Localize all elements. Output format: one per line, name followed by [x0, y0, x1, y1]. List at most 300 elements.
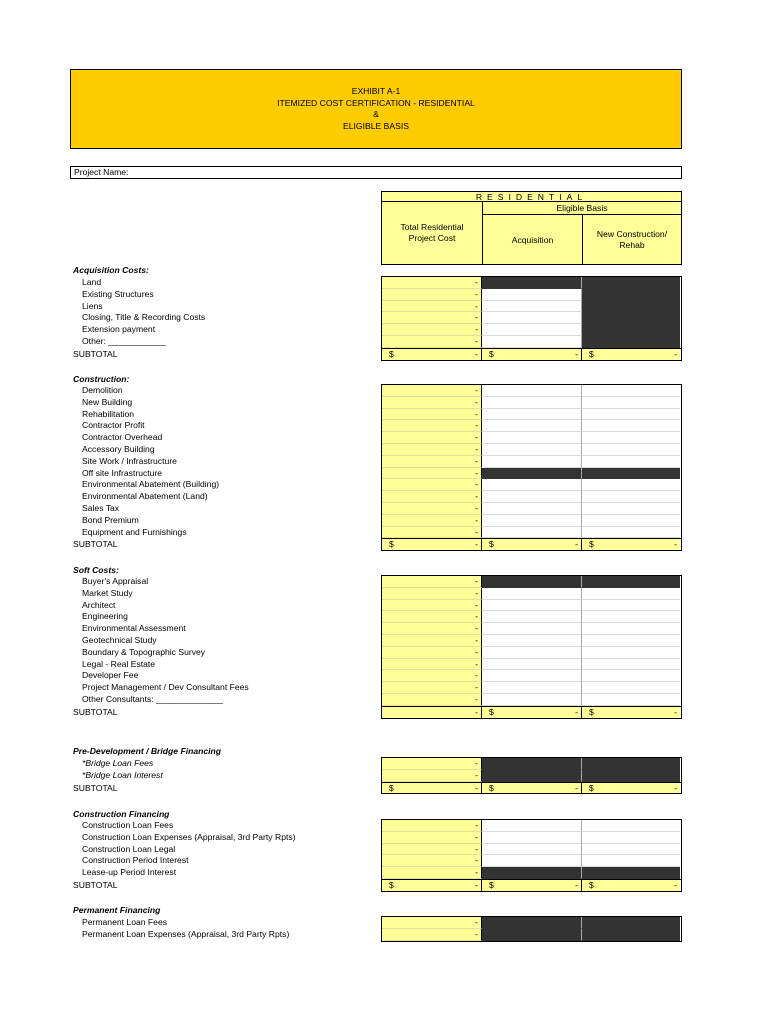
- value-dash: -: [475, 634, 478, 645]
- section-title: Permanent Financing: [73, 905, 161, 915]
- new-construction-cell[interactable]: [582, 456, 680, 468]
- acquisition-cell: [482, 758, 582, 770]
- new-construction-cell[interactable]: [582, 479, 680, 491]
- new-construction-cell[interactable]: [582, 694, 680, 706]
- table-row: [382, 647, 681, 659]
- table-row: [382, 770, 681, 782]
- section-title: Construction Financing: [73, 809, 170, 819]
- subtotal-row: [382, 348, 681, 360]
- subtotal-row: [382, 879, 681, 891]
- table-row: [382, 600, 681, 612]
- table-row: [382, 312, 681, 324]
- total-cost-cell[interactable]: [382, 770, 482, 782]
- total-cost-cell[interactable]: [382, 503, 482, 515]
- table-row: [382, 682, 681, 694]
- acquisition-cell: [482, 770, 582, 782]
- table-row: [382, 820, 681, 832]
- value-dash: -: [475, 769, 478, 780]
- new-construction-cell[interactable]: [582, 844, 680, 856]
- table-row: [382, 659, 681, 671]
- new-construction-cell[interactable]: [582, 855, 680, 867]
- acquisition-cell: [482, 468, 582, 480]
- value-dash: -: [674, 782, 677, 793]
- acquisition-cell[interactable]: [482, 432, 582, 444]
- row-label: Lease-up Period Interest: [82, 867, 177, 878]
- value-dash: -: [475, 408, 478, 419]
- total-cost-cell[interactable]: [382, 647, 482, 659]
- row-label: Environmental Abatement (Building): [82, 479, 220, 490]
- acquisition-cell[interactable]: [482, 456, 582, 468]
- row-label: Off site Infrastructure: [82, 467, 163, 478]
- row-label: Construction Loan Legal: [82, 843, 176, 854]
- total-cost-cell[interactable]: [382, 659, 482, 671]
- total-cost-cell[interactable]: [382, 623, 482, 635]
- total-cost-cell[interactable]: [382, 515, 482, 527]
- row-label: Construction Loan Fees: [82, 820, 174, 830]
- subtotal-label: SUBTOTAL: [73, 880, 118, 890]
- value-dash: -: [475, 526, 478, 537]
- acquisition-cell[interactable]: [482, 647, 582, 659]
- residential-title: RESIDENTIAL: [382, 192, 681, 202]
- new-construction-cell[interactable]: [582, 397, 680, 409]
- row-label: Contractor Profit: [82, 420, 145, 431]
- row-label: Project Management / Dev Consultant Fees: [82, 682, 249, 693]
- subtotal-cell: [482, 880, 582, 891]
- value-dash: -: [475, 502, 478, 513]
- new-construction-cell: [582, 312, 680, 324]
- value-dash: -: [475, 300, 478, 311]
- subtotal-cell: [582, 539, 680, 550]
- acquisition-cell[interactable]: [482, 491, 582, 503]
- value-dash: -: [575, 706, 578, 717]
- total-cost-cell[interactable]: [382, 456, 482, 468]
- new-construction-cell[interactable]: [582, 682, 680, 694]
- value-dash: -: [475, 587, 478, 598]
- new-construction-cell: [582, 336, 680, 348]
- acquisition-cell[interactable]: [482, 397, 582, 409]
- subtotal-cell: [382, 783, 482, 794]
- cost-grid: [381, 916, 682, 942]
- value-dash: -: [475, 455, 478, 466]
- dollar-sign: $: [489, 348, 494, 359]
- cost-grid: [381, 276, 682, 361]
- row-label: Liens: [82, 300, 103, 311]
- value-dash: -: [575, 879, 578, 890]
- new-construction-cell: [582, 468, 680, 480]
- value-dash: -: [575, 539, 578, 550]
- acquisition-cell[interactable]: [482, 479, 582, 491]
- acquisition-cell[interactable]: [482, 289, 582, 301]
- header-line-4: ELIGIBLE BASIS: [343, 120, 409, 131]
- row-label: Existing Structures: [82, 288, 154, 299]
- subtotal-cell: [382, 349, 482, 360]
- table-row: [382, 385, 681, 397]
- acquisition-cell[interactable]: [482, 635, 582, 647]
- acquisition-cell[interactable]: [482, 855, 582, 867]
- subtotal-label: SUBTOTAL: [73, 706, 118, 717]
- cost-grid: [381, 384, 682, 551]
- new-construction-cell[interactable]: [582, 611, 680, 623]
- row-label: Environmental Assessment: [82, 623, 186, 634]
- new-construction-cell[interactable]: [582, 670, 680, 682]
- acquisition-cell[interactable]: [482, 623, 582, 635]
- acquisition-cell: [482, 917, 582, 929]
- value-dash: -: [475, 385, 478, 395]
- row-label: Developer Fee: [82, 670, 139, 681]
- value-dash: -: [475, 820, 478, 830]
- row-label: Legal - Real Estate: [82, 658, 156, 669]
- subtotal-cell: [582, 707, 680, 718]
- table-row: [382, 832, 681, 844]
- header-line-1: EXHIBIT A-1: [351, 86, 401, 96]
- acquisition-cell[interactable]: [482, 820, 582, 832]
- row-label: Market Study: [82, 587, 133, 598]
- column-header: [381, 191, 682, 265]
- total-cost-cell[interactable]: [382, 468, 482, 480]
- value-dash: -: [475, 432, 478, 443]
- acquisition-cell[interactable]: [482, 600, 582, 612]
- new-construction-cell[interactable]: [582, 491, 680, 503]
- total-cost-cell[interactable]: [382, 289, 482, 301]
- cost-grid: [381, 819, 682, 892]
- value-dash: -: [475, 867, 478, 878]
- new-construction-cell: [582, 576, 680, 588]
- acquisition-cell[interactable]: [482, 503, 582, 515]
- value-dash: -: [674, 879, 677, 890]
- row-label: Contractor Overhead: [82, 432, 163, 443]
- total-cost-cell[interactable]: [382, 611, 482, 623]
- total-cost-cell[interactable]: [382, 758, 482, 770]
- acquisition-column-header: Acquisition: [482, 215, 582, 264]
- total-cost-cell[interactable]: [382, 635, 482, 647]
- total-cost-cell[interactable]: [382, 855, 482, 867]
- value-dash: -: [475, 348, 478, 359]
- header-line-2: ITEMIZED COST CERTIFICATION - RESIDENTIAL: [277, 97, 475, 108]
- value-dash: -: [475, 467, 478, 478]
- dollar-sign: $: [589, 879, 594, 890]
- row-label: Environmental Abatement (Land): [82, 491, 208, 502]
- acquisition-cell[interactable]: [482, 694, 582, 706]
- acquisition-cell[interactable]: [482, 588, 582, 600]
- new-construction-cell: [582, 770, 680, 782]
- value-dash: -: [674, 539, 677, 550]
- value-dash: -: [475, 706, 478, 717]
- new-construction-cell: [582, 301, 680, 313]
- row-label: Land: [82, 277, 102, 287]
- table-row: [382, 576, 681, 588]
- value-dash: -: [475, 623, 478, 634]
- total-cost-cell[interactable]: [382, 312, 482, 324]
- subtotal-label: SUBTOTAL: [73, 782, 118, 793]
- value-dash: -: [575, 782, 578, 793]
- row-label: Boundary & Topographic Survey: [82, 646, 206, 657]
- value-dash: -: [674, 706, 677, 717]
- total-cost-cell[interactable]: [382, 844, 482, 856]
- table-row: [382, 527, 681, 539]
- value-dash: -: [475, 879, 478, 890]
- table-row: [382, 694, 681, 706]
- acquisition-cell[interactable]: [482, 832, 582, 844]
- total-cost-cell[interactable]: [382, 336, 482, 348]
- new-construction-cell[interactable]: [582, 832, 680, 844]
- table-row: [382, 491, 681, 503]
- table-row: [382, 301, 681, 313]
- total-cost-cell[interactable]: [382, 420, 482, 432]
- dollar-sign: $: [589, 706, 594, 717]
- row-label: Rehabilitation: [82, 408, 135, 419]
- subtotal-cell: [382, 707, 482, 718]
- row-label: Demolition: [82, 385, 123, 395]
- subtotal-row: [382, 706, 681, 718]
- new-construction-cell[interactable]: [582, 503, 680, 515]
- header-line-3: &: [373, 109, 379, 119]
- new-construction-column-header: New Construction/ Rehab: [582, 215, 681, 264]
- total-cost-cell[interactable]: [382, 385, 482, 397]
- value-dash: -: [475, 514, 478, 525]
- dollar-sign: $: [489, 706, 494, 717]
- dollar-sign: $: [489, 782, 494, 793]
- dollar-sign: $: [589, 539, 594, 550]
- table-row: [382, 289, 681, 301]
- value-dash: -: [475, 855, 478, 866]
- new-construction-cell: [582, 289, 680, 301]
- value-dash: -: [475, 335, 478, 346]
- row-label: Extension payment: [82, 324, 156, 335]
- new-construction-cell[interactable]: [582, 409, 680, 421]
- acquisition-cell[interactable]: [482, 444, 582, 456]
- row-label: Site Work / Infrastructure: [82, 455, 177, 466]
- value-dash: -: [475, 693, 478, 704]
- new-construction-cell: [582, 758, 680, 770]
- acquisition-cell[interactable]: [482, 611, 582, 623]
- subtotal-row: [382, 782, 681, 794]
- table-row: [382, 515, 681, 527]
- dollar-sign: $: [489, 879, 494, 890]
- acquisition-cell[interactable]: [482, 324, 582, 336]
- table-row: [382, 468, 681, 480]
- value-dash: -: [575, 348, 578, 359]
- new-construction-cell[interactable]: [582, 623, 680, 635]
- row-label: Equipment and Furnishings: [82, 526, 187, 537]
- new-construction-cell: [582, 324, 680, 336]
- table-row: [382, 670, 681, 682]
- subtotal-cell: [382, 539, 482, 550]
- total-cost-cell[interactable]: [382, 432, 482, 444]
- subtotal-cell: [582, 880, 680, 891]
- subtotal-label: SUBTOTAL: [73, 539, 118, 550]
- table-row: [382, 588, 681, 600]
- table-row: [382, 844, 681, 856]
- value-dash: -: [475, 312, 478, 323]
- dollar-sign: $: [389, 879, 394, 890]
- total-cost-cell[interactable]: [382, 301, 482, 313]
- row-label: Construction Loan Expenses (Appraisal, 3rd Party Rpts): [82, 831, 296, 842]
- subtotal-cell: [382, 880, 482, 891]
- total-cost-cell[interactable]: [382, 917, 482, 929]
- dollar-sign: $: [589, 348, 594, 359]
- new-construction-cell: [582, 867, 680, 879]
- table-row: [382, 420, 681, 432]
- table-row: [382, 432, 681, 444]
- total-cost-cell[interactable]: [382, 929, 482, 941]
- value-dash: -: [475, 928, 478, 939]
- total-cost-cell[interactable]: [382, 409, 482, 421]
- total-cost-cell[interactable]: [382, 324, 482, 336]
- value-dash: -: [475, 599, 478, 610]
- total-column-header: Total Residential Project Cost: [400, 222, 464, 243]
- new-construction-cell: [582, 277, 680, 289]
- total-cost-cell[interactable]: [382, 832, 482, 844]
- subtotal-cell: [582, 349, 680, 360]
- value-dash: -: [475, 670, 478, 681]
- row-label: Construction Period Interest: [82, 855, 189, 866]
- table-row: [382, 503, 681, 515]
- acquisition-cell[interactable]: [482, 659, 582, 671]
- eligible-basis-title: Eligible Basis: [482, 202, 681, 215]
- value-dash: -: [475, 443, 478, 454]
- value-dash: -: [475, 479, 478, 490]
- acquisition-cell: [482, 576, 582, 588]
- value-dash: -: [475, 782, 478, 793]
- acquisition-cell[interactable]: [482, 420, 582, 432]
- acquisition-cell[interactable]: [482, 385, 582, 397]
- new-construction-cell[interactable]: [582, 444, 680, 456]
- acquisition-cell[interactable]: [482, 301, 582, 313]
- total-cost-cell[interactable]: [382, 682, 482, 694]
- subtotal-cell: [482, 349, 582, 360]
- total-cost-cell[interactable]: [382, 820, 482, 832]
- total-cost-cell[interactable]: [382, 527, 482, 539]
- subtotal-label: SUBTOTAL: [73, 348, 118, 359]
- dollar-sign: $: [389, 348, 394, 359]
- section-title: Acquisition Costs:: [73, 265, 149, 275]
- row-label: Permanent Loan Expenses (Appraisal, 3rd Party Rpts): [82, 928, 290, 939]
- value-dash: -: [475, 420, 478, 431]
- row-label: *Bridge Loan Fees: [82, 758, 154, 768]
- value-dash: -: [475, 611, 478, 622]
- new-construction-cell[interactable]: [582, 515, 680, 527]
- new-construction-cell[interactable]: [582, 635, 680, 647]
- value-dash: -: [475, 658, 478, 669]
- total-cost-cell[interactable]: [382, 600, 482, 612]
- new-construction-cell[interactable]: [582, 659, 680, 671]
- table-row: [382, 336, 681, 348]
- total-cost-cell[interactable]: [382, 277, 482, 289]
- new-construction-cell[interactable]: [582, 588, 680, 600]
- table-row: [382, 324, 681, 336]
- acquisition-cell[interactable]: [482, 844, 582, 856]
- value-dash: -: [475, 843, 478, 854]
- table-row: [382, 397, 681, 409]
- table-row: [382, 623, 681, 635]
- acquisition-cell[interactable]: [482, 312, 582, 324]
- acquisition-cell[interactable]: [482, 527, 582, 539]
- exhibit-header: [70, 69, 682, 149]
- subtotal-cell: [582, 783, 680, 794]
- total-cost-cell[interactable]: [382, 491, 482, 503]
- total-cost-cell[interactable]: [382, 479, 482, 491]
- acquisition-cell[interactable]: [482, 336, 582, 348]
- total-cost-cell[interactable]: [382, 588, 482, 600]
- dollar-sign: $: [389, 539, 394, 550]
- section-title: Construction:: [73, 374, 130, 384]
- acquisition-cell[interactable]: [482, 409, 582, 421]
- row-label: Permanent Loan Fees: [82, 917, 168, 927]
- table-row: [382, 929, 681, 941]
- table-row: [382, 409, 681, 421]
- table-row: [382, 635, 681, 647]
- dollar-sign: $: [489, 539, 494, 550]
- table-row: [382, 479, 681, 491]
- value-dash: -: [475, 917, 478, 927]
- subtotal-cell: [482, 539, 582, 550]
- total-cost-cell[interactable]: [382, 694, 482, 706]
- new-construction-cell[interactable]: [582, 420, 680, 432]
- value-dash: -: [475, 682, 478, 693]
- table-row: [382, 444, 681, 456]
- new-construction-cell: [582, 929, 680, 941]
- table-row: [382, 277, 681, 289]
- acquisition-cell: [482, 929, 582, 941]
- acquisition-cell[interactable]: [482, 682, 582, 694]
- row-label: Buyer's Appraisal: [82, 576, 149, 586]
- total-cost-cell[interactable]: [382, 397, 482, 409]
- value-dash: -: [475, 288, 478, 299]
- project-name-field[interactable]: [70, 166, 682, 179]
- table-row: [382, 867, 681, 879]
- value-dash: -: [475, 396, 478, 407]
- row-label: New Building: [82, 396, 133, 407]
- dollar-sign: $: [589, 782, 594, 793]
- table-row: [382, 456, 681, 468]
- value-dash: -: [475, 539, 478, 550]
- table-row: [382, 917, 681, 929]
- value-dash: -: [475, 491, 478, 502]
- total-cost-cell[interactable]: [382, 867, 482, 879]
- row-label: Engineering: [82, 611, 128, 622]
- project-name-label: Project Name:: [74, 167, 129, 177]
- dollar-sign: $: [389, 782, 394, 793]
- new-construction-cell[interactable]: [582, 600, 680, 612]
- acquisition-cell[interactable]: [482, 515, 582, 527]
- total-cost-cell[interactable]: [382, 670, 482, 682]
- row-label: Geotechnical Study: [82, 635, 157, 645]
- table-row: [382, 855, 681, 867]
- row-label: Sales Tax: [82, 503, 120, 513]
- total-cost-cell[interactable]: [382, 576, 482, 588]
- acquisition-cell[interactable]: [482, 670, 582, 682]
- new-construction-cell[interactable]: [582, 527, 680, 539]
- value-dash: -: [475, 324, 478, 335]
- new-construction-cell[interactable]: [582, 647, 680, 659]
- cost-grid: [381, 575, 682, 719]
- section-title: Soft Costs:: [73, 565, 119, 575]
- new-construction-cell[interactable]: [582, 820, 680, 832]
- value-dash: -: [475, 576, 478, 586]
- total-cost-cell[interactable]: [382, 444, 482, 456]
- value-dash: -: [475, 646, 478, 657]
- subtotal-cell: [482, 707, 582, 718]
- row-label: *Bridge Loan Interest: [82, 769, 163, 780]
- subtotal-cell: [482, 783, 582, 794]
- new-construction-cell[interactable]: [582, 432, 680, 444]
- value-dash: -: [674, 348, 677, 359]
- row-label: Accessory Building: [82, 444, 155, 454]
- section-title: Pre-Development / Bridge Financing: [73, 746, 222, 756]
- value-dash: -: [475, 758, 478, 768]
- row-label: Architect: [82, 599, 116, 610]
- new-construction-cell[interactable]: [582, 385, 680, 397]
